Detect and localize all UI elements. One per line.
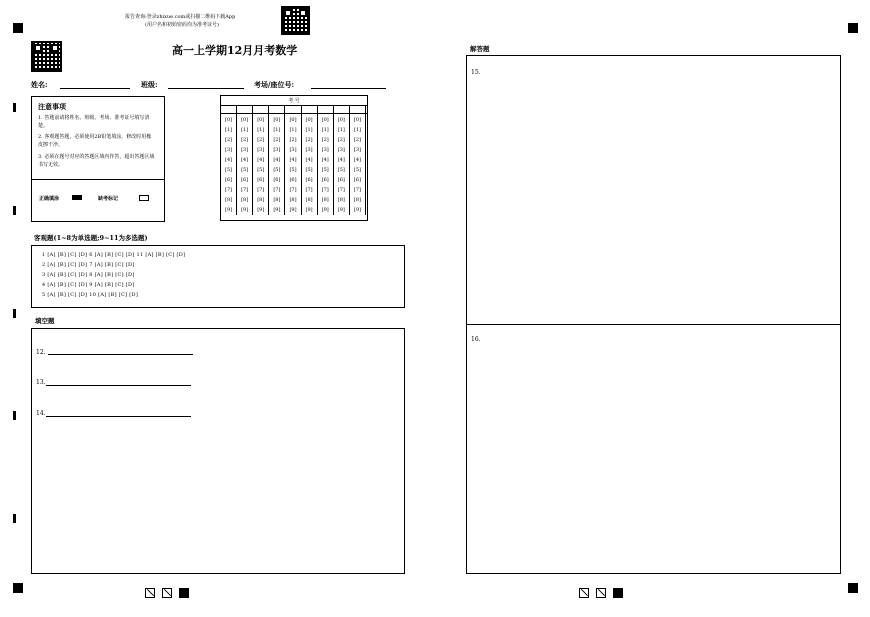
exam-number-writein-cell[interactable]	[349, 105, 365, 113]
objective-row-4[interactable]: 4 [A] [B] [C] [D] 9 [A] [B] [C] [D]	[42, 282, 135, 288]
exam-number-bubble[interactable]: [4]	[301, 155, 317, 165]
exam-number-bubble[interactable]: [7]	[237, 185, 253, 195]
exam-number-bubble[interactable]: [6]	[237, 175, 253, 185]
exam-number-bubble[interactable]: [9]	[317, 205, 333, 215]
notes-box	[31, 96, 165, 222]
notes-item-2: 2. 客观题答题，必须使用2B铅笔填涂，修改时用橡皮擦干净。	[38, 134, 152, 148]
exam-number-bubble[interactable]: [9]	[269, 205, 285, 215]
exam-number-bubble[interactable]: [6]	[285, 175, 301, 185]
exam-number-bubble[interactable]: [2]	[269, 135, 285, 145]
exam-number-bubble[interactable]: [7]	[317, 185, 333, 195]
exam-number-writein-cell[interactable]	[269, 105, 285, 113]
exam-number-writein-cell[interactable]	[333, 105, 349, 113]
page-mark-filled	[179, 588, 189, 598]
exam-number-writein-cell[interactable]	[253, 105, 269, 113]
exam-number-bubble[interactable]: [1]	[349, 125, 365, 135]
q15-label: 15.	[471, 69, 481, 76]
corner-mark-tr	[848, 23, 858, 33]
class-field[interactable]	[168, 88, 244, 89]
exam-number-bubble[interactable]: [0]	[317, 113, 333, 125]
footer-marks-left	[145, 582, 189, 601]
exam-number-bubble[interactable]: [3]	[285, 145, 301, 155]
exam-number-bubble[interactable]: [0]	[237, 113, 253, 125]
exam-number-bubble[interactable]: [0]	[285, 113, 301, 125]
qr-code-top	[281, 6, 310, 35]
name-field[interactable]	[60, 88, 130, 89]
exam-number-bubble[interactable]: [2]	[301, 135, 317, 145]
page-mark-slash	[145, 588, 155, 598]
exam-number-bubble[interactable]: [5]	[285, 165, 301, 175]
q15-answer-area[interactable]	[467, 56, 840, 325]
page-mark-slash	[579, 588, 589, 598]
exam-number-bubble[interactable]: [0]	[269, 113, 285, 125]
exam-number-bubbles	[220, 105, 366, 215]
exam-number-bubble[interactable]: [1]	[253, 125, 269, 135]
exam-number-bubble[interactable]: [7]	[221, 185, 237, 195]
exam-number-bubble[interactable]: [5]	[333, 165, 349, 175]
absent-mark-label: 缺考标记	[98, 196, 119, 202]
page-mark-slash	[596, 588, 606, 598]
objective-row-5[interactable]: 5 [A] [B] [C] [D] 10 [A] [B] [C] [D]	[42, 292, 139, 298]
correct-fill-sample	[72, 195, 82, 200]
exam-number-bubble[interactable]: [4]	[237, 155, 253, 165]
exam-number-bubble[interactable]: [8]	[221, 195, 237, 205]
exam-number-writein-cell[interactable]	[301, 105, 317, 113]
exam-number-bubble[interactable]: [9]	[253, 205, 269, 215]
objective-row-2[interactable]: 2 [A] [B] [C] [D] 7 [A] [B] [C] [D]	[42, 262, 135, 268]
name-label: 姓名:	[31, 80, 48, 89]
notes-item-3: 3. 必须在题号对应的答题区域内作答，超出答题区域书写无效。	[38, 154, 155, 168]
q14-answer-line[interactable]	[46, 416, 191, 417]
exam-number-bubble[interactable]: [3]	[221, 145, 237, 155]
exam-number-bubble[interactable]: [3]	[317, 145, 333, 155]
exam-number-bubble[interactable]: [7]	[285, 185, 301, 195]
exam-number-bubble[interactable]: [2]	[221, 135, 237, 145]
exam-number-bubble[interactable]: [2]	[317, 135, 333, 145]
exam-number-bubble[interactable]: [7]	[301, 185, 317, 195]
exam-number-bubble[interactable]: [2]	[333, 135, 349, 145]
exam-number-bubble[interactable]: [9]	[221, 205, 237, 215]
q12-label: 12.	[36, 349, 46, 356]
answer-title: 解答题	[470, 45, 490, 53]
exam-number-bubble[interactable]: [4]	[333, 155, 349, 165]
exam-number-bubble[interactable]: [8]	[301, 195, 317, 205]
corner-mark-tl	[13, 23, 23, 33]
exam-number-bubble[interactable]: [8]	[237, 195, 253, 205]
seat-field[interactable]	[311, 88, 386, 89]
q14-label: 14.	[36, 410, 46, 417]
side-mark	[13, 206, 16, 215]
fill-blank-box	[31, 328, 405, 574]
class-label: 班级:	[141, 80, 158, 89]
exam-number-bubble[interactable]: [6]	[301, 175, 317, 185]
exam-number-bubble[interactable]: [3]	[253, 145, 269, 155]
seat-label: 考场/座位号:	[254, 80, 295, 89]
correct-fill-label: 正确填涂	[39, 196, 60, 202]
exam-number-bubble[interactable]: [6]	[221, 175, 237, 185]
exam-number-bubble[interactable]: [7]	[253, 185, 269, 195]
side-mark	[13, 103, 16, 112]
query-line-2: (用户名和初始密码均为准考证号)	[145, 22, 219, 28]
exam-number-header: 考 号	[288, 98, 300, 104]
exam-number-bubble[interactable]: [8]	[333, 195, 349, 205]
footer-marks-right	[579, 582, 623, 601]
exam-number-bubble[interactable]: [7]	[269, 185, 285, 195]
exam-number-bubble[interactable]: [1]	[237, 125, 253, 135]
exam-number-bubble[interactable]: [5]	[253, 165, 269, 175]
exam-number-bubble[interactable]: [1]	[221, 125, 237, 135]
q13-answer-line[interactable]	[46, 385, 191, 386]
fill-blank-title: 填空题	[35, 317, 55, 325]
exam-number-bubble[interactable]: [5]	[317, 165, 333, 175]
qr-code-left	[31, 41, 62, 72]
exam-number-bubble[interactable]: [8]	[349, 195, 365, 205]
exam-number-bubble[interactable]: [4]	[221, 155, 237, 165]
exam-number-writein-cell[interactable]	[285, 105, 301, 113]
exam-number-bubble[interactable]: [8]	[253, 195, 269, 205]
exam-number-bubble[interactable]: [4]	[285, 155, 301, 165]
page-title: 高一上学期12月月考数学	[172, 44, 298, 57]
exam-number-bubble[interactable]: [1]	[317, 125, 333, 135]
absent-mark-box[interactable]	[139, 195, 149, 201]
objective-box	[31, 245, 405, 308]
exam-number-bubble[interactable]: [1]	[269, 125, 285, 135]
exam-number-bubble[interactable]: [9]	[333, 205, 349, 215]
exam-number-bubble[interactable]: [1]	[285, 125, 301, 135]
exam-number-bubble[interactable]: [1]	[333, 125, 349, 135]
answer-box	[466, 55, 841, 574]
exam-number-writein-cell[interactable]	[221, 105, 237, 113]
exam-number-bubble[interactable]: [9]	[285, 205, 301, 215]
exam-number-bubble[interactable]: [5]	[301, 165, 317, 175]
exam-number-bubble[interactable]: [3]	[237, 145, 253, 155]
exam-number-bubble[interactable]: [8]	[269, 195, 285, 205]
exam-number-bubble[interactable]: [0]	[221, 113, 237, 125]
exam-number-writein-cell[interactable]	[237, 105, 253, 113]
exam-number-bubble[interactable]: [2]	[253, 135, 269, 145]
q16-answer-area[interactable]	[467, 325, 840, 573]
exam-number-bubble[interactable]: [2]	[285, 135, 301, 145]
exam-number-bubble[interactable]: [9]	[237, 205, 253, 215]
exam-number-bubble[interactable]: [6]	[253, 175, 269, 185]
exam-number-bubble[interactable]: [5]	[221, 165, 237, 175]
q13-label: 13.	[36, 379, 46, 386]
notes-item-1: 1. 答题前请将姓名、班级、考场、准考证号填写清楚。	[38, 115, 150, 129]
exam-number-bubble[interactable]: [3]	[349, 145, 365, 155]
exam-number-bubble[interactable]: [0]	[253, 113, 269, 125]
objective-title: 客观题(1~8为单选题;9~11为多选题)	[34, 234, 148, 242]
exam-number-writein-cell[interactable]	[317, 105, 333, 113]
exam-number-bubble[interactable]: [7]	[349, 185, 365, 195]
corner-mark-bl	[13, 583, 23, 593]
exam-number-bubble[interactable]: [4]	[269, 155, 285, 165]
q12-answer-line[interactable]	[48, 354, 193, 355]
objective-row-1[interactable]: 1 [A] [B] [C] [D] 6 [A] [B] [C] [D] 11 [A] [B] [C] [D]	[42, 252, 186, 258]
exam-number-bubble[interactable]: [3]	[301, 145, 317, 155]
exam-number-bubble[interactable]: [8]	[317, 195, 333, 205]
q16-label: 16.	[471, 336, 481, 343]
notes-divider	[32, 179, 164, 180]
corner-mark-br	[848, 583, 858, 593]
side-mark	[13, 309, 16, 318]
exam-number-bubble[interactable]: [0]	[333, 113, 349, 125]
side-mark	[13, 514, 16, 523]
exam-number-bubble[interactable]: [9]	[301, 205, 317, 215]
exam-number-bubble[interactable]: [6]	[333, 175, 349, 185]
exam-number-bubble[interactable]: [7]	[333, 185, 349, 195]
exam-number-bubble[interactable]: [3]	[269, 145, 285, 155]
page-mark-filled	[613, 588, 623, 598]
exam-number-bubble[interactable]: [4]	[317, 155, 333, 165]
exam-number-bubble[interactable]: [2]	[237, 135, 253, 145]
exam-number-bubble[interactable]: [6]	[269, 175, 285, 185]
exam-number-bubble[interactable]: [5]	[269, 165, 285, 175]
notes-title: 注意事项	[38, 102, 66, 111]
exam-number-bubble[interactable]: [1]	[301, 125, 317, 135]
exam-number-bubble[interactable]: [5]	[237, 165, 253, 175]
exam-number-bubble[interactable]: [8]	[285, 195, 301, 205]
exam-number-bubble[interactable]: [2]	[349, 135, 365, 145]
query-line-1: 报告查询:登录zhixue.com或扫描二维码下载App	[125, 14, 236, 20]
exam-number-bubble[interactable]: [3]	[333, 145, 349, 155]
page-mark-slash	[162, 588, 172, 598]
exam-number-bubble[interactable]: [6]	[349, 175, 365, 185]
exam-number-bubble[interactable]: [9]	[349, 205, 365, 215]
exam-number-bubble[interactable]: [0]	[349, 113, 365, 125]
exam-number-bubble[interactable]: [6]	[317, 175, 333, 185]
side-mark	[13, 411, 16, 420]
exam-number-bubble[interactable]: [4]	[349, 155, 365, 165]
exam-number-grid	[220, 95, 368, 221]
exam-number-bubble[interactable]: [5]	[349, 165, 365, 175]
exam-number-bubble[interactable]: [0]	[301, 113, 317, 125]
exam-number-bubble[interactable]: [4]	[253, 155, 269, 165]
objective-row-3[interactable]: 3 [A] [B] [C] [D] 8 [A] [B] [C] [D]	[42, 272, 135, 278]
